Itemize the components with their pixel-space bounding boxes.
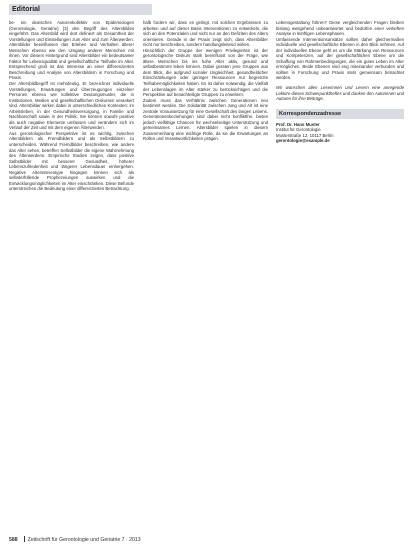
paragraph: halb fordern wir, dass es gelingt, mit solchen Ergebnissen zu arbeiten und auf dieser Basis Interventionen zu entwickeln, die sich an den Potenzialen und nicht nur an den Defiziten des Alters orientieren. Gerade in der Praxis zeigt sich, dass Altersbilder nicht nur beschreiben, sondern handlungsleitend wirken.: [143, 20, 268, 48]
contact-line: Institut für Gerontologie: [276, 127, 321, 133]
paragraph: Zudem muss das Verhältnis zwischen Generationen neu bestimmt werden. Die Solidarität zwischen Jung und Alt ist eine zentrale Voraussetzung für eine Gesellschaft des langen Lebens. Generationenbeziehungen sind dabei nicht konfliktfrei, bieten jedoch vielfältige Chancen für wechselseitige Unterstützung und gemeinsames Lernen. Altersbilder spielen in diesem Zusammenhang eine wichtige Rolle, da sie die Erwartungen an Rollen und Verantwortlichkeiten prägen.: [143, 97, 268, 142]
text-column-2: [143, 20, 268, 142]
closing-note: Wir wünschen allen Leserinnen und Lesern eine anregende Lektüre dieses Schwerpunktheftes und danken den Autorinnen und Autoren für ihre Beiträge.: [276, 85, 404, 102]
paragraph: Hinsichtlich der Gruppe der wenigen Privilegierten ist der gerontologische Diskurs stark beeinflusst von der Frage, wie ältere Menschen bis ins hohe Alter aktiv, gesund und selbstbestimmt leben können. Dabei geraten jene Gruppen aus dem Blick, die aufgrund sozialer Ungleichheit, gesundheitlicher Einschränkungen oder geringer Ressourcen nur begrenzte Teilhabemöglichkeiten haben. Es ist daher notwendig, die Vielfalt der Lebenslagen im Alter stärker zu berücksichtigen und die Perspektive auf benachteiligte Gruppen zu erweitern.: [143, 47, 268, 98]
footer-divider: [24, 536, 25, 542]
paragraph: Lebensgestaltung führen? Diese vergleichenden Fragen bleiben bislang weitgehend unbeantwortet und bedürfen einer vertieften Analyse in künftigen Lebensphasen.: [276, 20, 404, 37]
text-column-1: [9, 20, 134, 192]
paragraph: Umfassende Interventionsansätze sollten daher gleichermaßen individuelle und gesellschaftliche Ebenen in den Blick nehmen. Auf der individuellen Ebene geht es um die Stärkung von Ressourcen und Kompetenzen, auf der gesellschaftlichen Ebene um die Schaffung von Rahmenbedingungen, die ein gutes Leben im Alter ermöglichen. Beide Ebenen sind eng miteinander verbunden und sollten in Forschung und Praxis stets gemeinsam betrachtet werden.: [276, 36, 404, 81]
contact-heading: Korrespondenzadresse: [276, 109, 404, 119]
contact-email-link[interactable]: gerontologie@example.de: [276, 138, 330, 144]
page-number: 588: [9, 537, 18, 543]
paragraph: be- ein deutsches Autorenkollektiv von Epidemiologen (Gerontologie, Geriatrie) [3] den Begriff des Altersbildes eingeführt. Das Altersbild wird dort definiert als Gesamtheit der Vorstellungen und Einstellungen zum Alter und zum Älterwerden. Altersbilder beeinflussen das Erleben und Verhalten älterer Menschen ebenso wie den Umgang anderer Menschen mit ihnen. Vor diesem Hintergrund sind Altersbilder ein bedeutsamer Faktor für Lebensqualität und gesellschaftliche Teilhabe im Alter. Entsprechend groß ist das Interesse an einer differenzierten Beschreibung und Analyse von Altersbildern in Forschung und Praxis.: [9, 20, 134, 81]
paragraph: Aus gerontologischer Perspektive ist es wichtig, zwischen Altersbildern als Fremdbildern und als Selbstbildern zu unterscheiden. Während Fremdbilder beschreiben, wie andere das Alter sehen, betreffen Selbstbilder die eigene Wahrnehmung des Älterwerdens. Empirische Studien zeigen, dass positive Selbstbilder mit besserer Gesundheit, höherer Lebenszufriedenheit und längerer Lebensdauer einhergehen. Negative Altersstereotype hingegen können sich als selbsterfüllende Prophezeiungen auswirken und die Entwicklungsmöglichkeiten im Alter einschränken. Diese Befunde unterstreichen die Bedeutung einer differenzierten Betrachtung.: [9, 130, 134, 192]
journal-name: Zeitschrift für Gerontologie und Geriatrie 7 · 2013: [27, 537, 141, 543]
section-tag: Editorial: [9, 4, 152, 15]
contact-name: Prof. Dr. Hans Muster: [276, 121, 320, 127]
contact-line: Musterstraße 12, 10117 Berlin: [276, 132, 334, 138]
contact-block: [276, 122, 404, 144]
text-column-3: [276, 20, 404, 144]
page-footer: [9, 536, 141, 544]
paragraph: Der Altersbildbegriff ist mehrdeutig. Er bezeichnet individuelle Vorstellungen, Erwartungen und Überzeugungen einzelner Personen ebenso wie kollektive Deutungsmuster, die in Institutionen, Medien und gesellschaftlichen Diskursen verankert sind. Altersbilder wirken dabei in unterschiedlichen Kontexten: im Arbeitsleben, in der Gesundheitsversorgung, in Familie und Nachbarschaft sowie in der Politik. Sie können sowohl positive als auch negative Elemente umfassen und verändern sich im Verlauf der Zeit und mit dem eigenen Älterwerden.: [9, 81, 134, 131]
